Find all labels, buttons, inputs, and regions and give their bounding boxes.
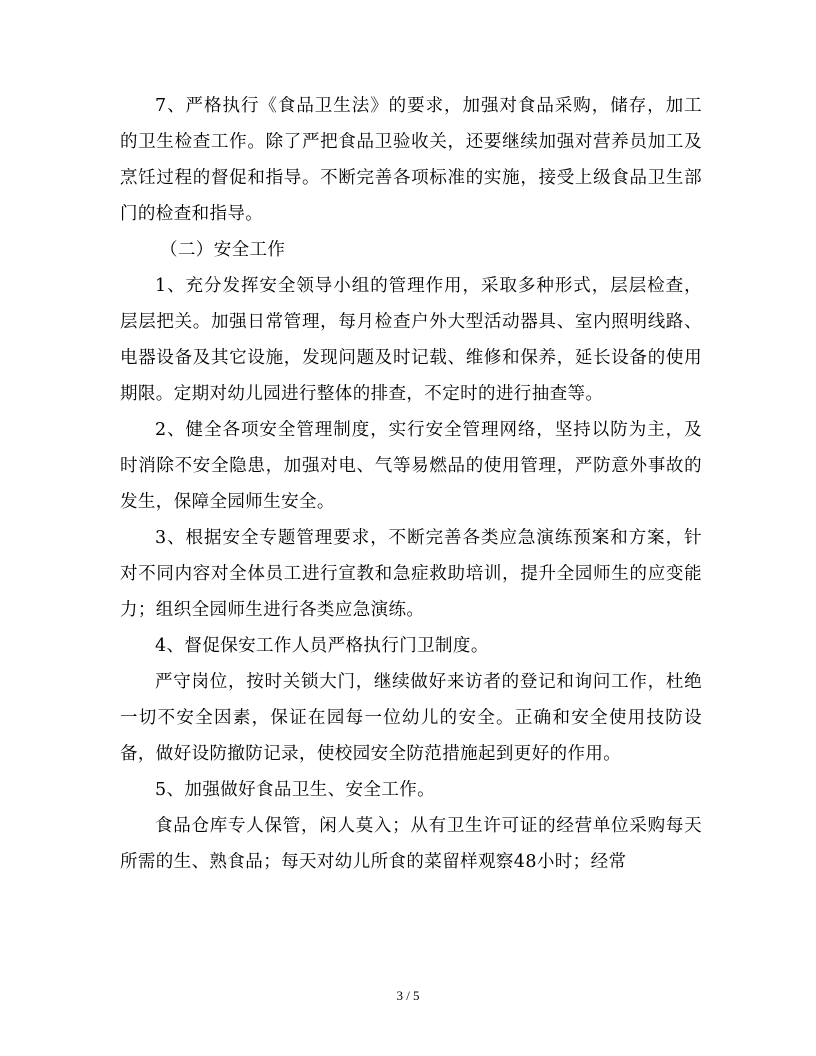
paragraph-safety-leadership: 1、充分发挥安全领导小组的管理作用，采取多种形式，层层检查，层层把关。加强日常管理，每月检查户外大型活动器具、室内照明线路、电器设备及其它设施，发现问题及时记载、维修和保养，延长设备的使用期限。定期对幼儿园进行整体的排查，不定时的进行抽查等。 bbox=[120, 276, 702, 404]
paragraph-emergency-drills: 3、根据安全专题管理要求，不断完善各类应急演练预案和方案，针对不同内容对全体员工进行宣教和急症救助培训，提升全园师生的应变能力；组织全园师生进行各类应急演练。 bbox=[120, 528, 702, 620]
paragraph-food-storage: 食品仓库专人保管，闲人莫入；从有卫生许可证的经营单位采购每天所需的生、熟食品；每天对幼儿所食的菜留样观察48小时；经常 bbox=[120, 816, 702, 872]
page-number: 3 / 5 bbox=[396, 988, 420, 1003]
paragraph-guard-duties: 严守岗位，按时关锁大门，继续做好来访者的登记和询问工作，杜绝一切不安全因素，保证在园每一位幼儿的安全。正确和安全使用技防设备，做好设防撤防记录，使校园安全防范措施起到更好的作用。 bbox=[120, 672, 702, 764]
paragraph-safety-management-system: 2、健全各项安全管理制度，实行安全管理网络，坚持以防为主，及时消除不安全隐患，加强对电、气等易燃品的使用管理，严防意外事故的发生，保障全园师生安全。 bbox=[120, 420, 702, 512]
document-body bbox=[120, 88, 702, 880]
paragraph-security-guard-rules: 4、督促保安工作人员严格执行门卫制度。 bbox=[155, 636, 489, 656]
paragraph-food-hygiene-law: 7、严格执行《食品卫生法》的要求，加强对食品采购，储存，加工的卫生检查工作。除了严把食品卫验收关，还要继续加强对营养员加工及烹饪过程的督促和指导。不断完善各项标准的实施，接受上级食品卫生部门的检查和指导。 bbox=[120, 96, 702, 224]
section-heading-safety-work: （二）安全工作 bbox=[160, 240, 286, 260]
paragraph-food-safety: 5、加强做好食品卫生、安全工作。 bbox=[155, 780, 436, 800]
